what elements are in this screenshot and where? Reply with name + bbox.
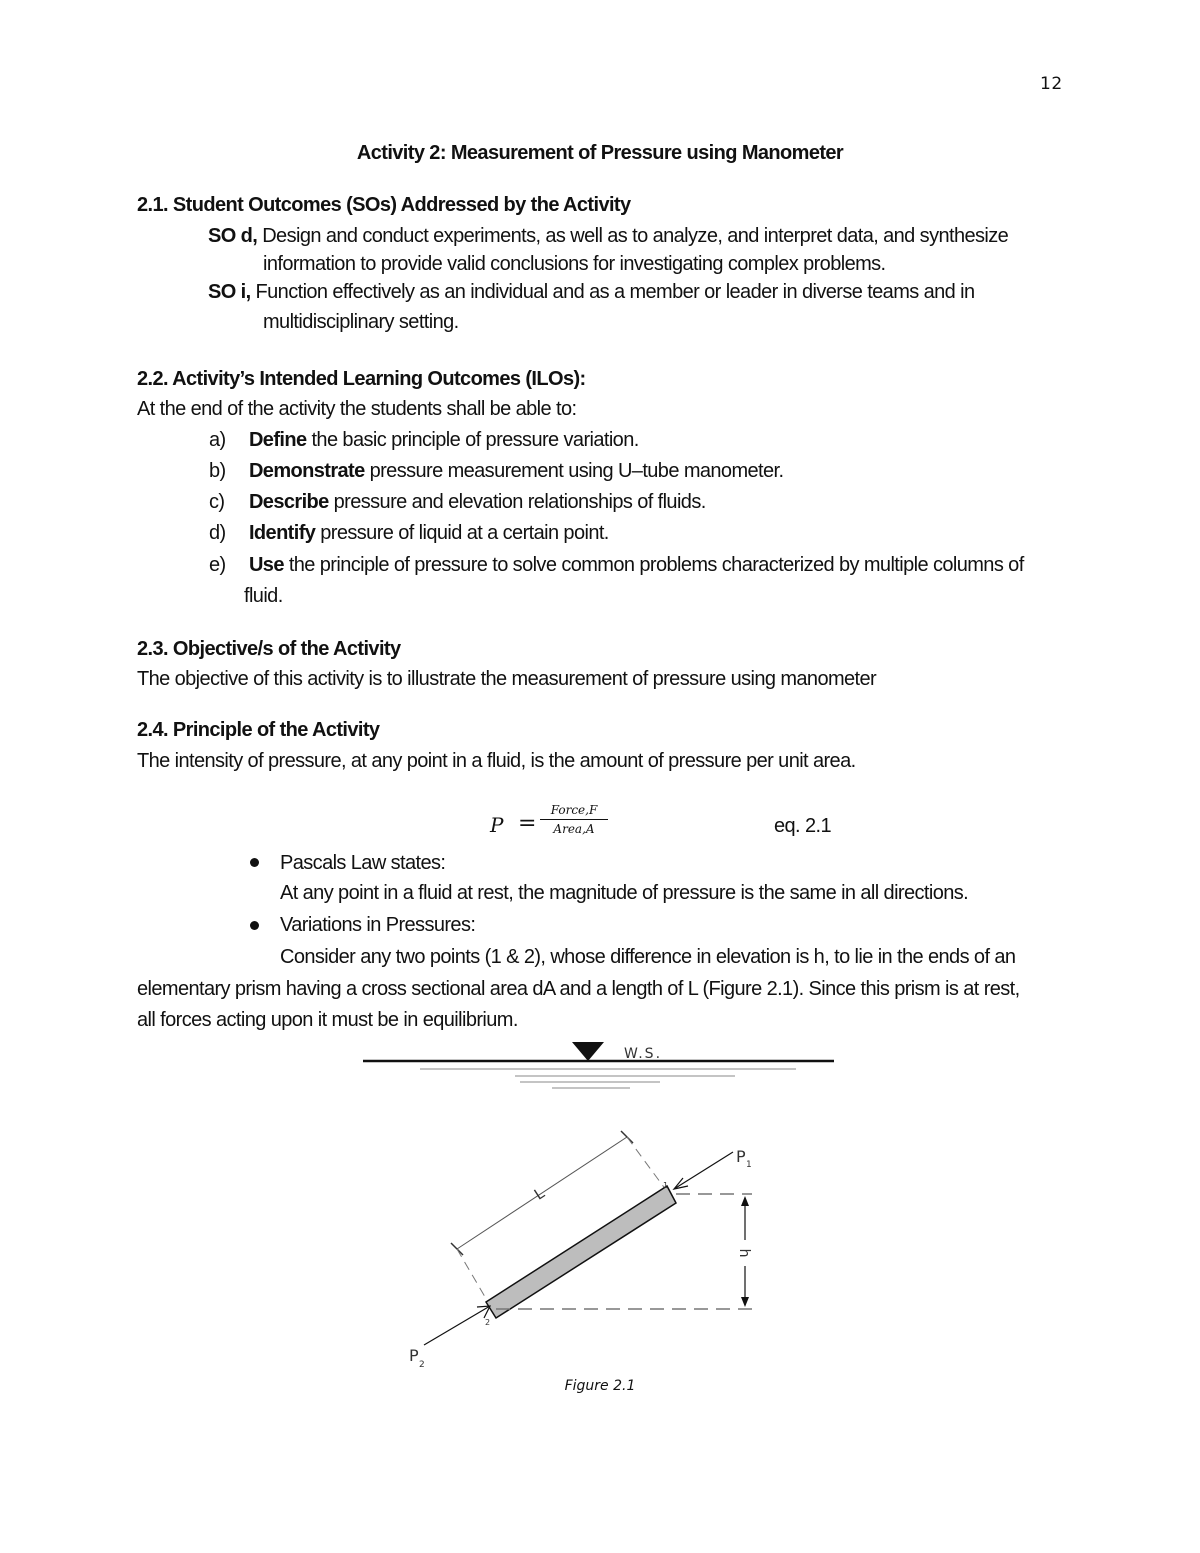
- paragraph-line-2: elementary prism having a cross sectional area dA and a length of L (Figure 2.1). Since this prism is at rest,: [137, 978, 1020, 1000]
- end-1-label: 1: [663, 1181, 669, 1190]
- p1-label: P: [736, 1147, 746, 1166]
- pascal-law-title: Pascals Law states:: [280, 852, 446, 874]
- arrow-up-icon: [741, 1196, 749, 1206]
- ilo-text: pressure and elevation relationships of fluids.: [333, 491, 706, 513]
- ilo-marker: a): [209, 429, 226, 451]
- arrowhead-icon: [674, 1178, 688, 1189]
- ilo-intro: At the end of the activity the students shall be able to:: [137, 398, 577, 420]
- equation-label: eq. 2.1: [774, 815, 831, 837]
- arrow-down-icon: [741, 1297, 749, 1307]
- so-d-line-2: information to provide valid conclusions for investigating complex problems.: [263, 253, 886, 275]
- length-label: L: [530, 1183, 548, 1204]
- document-title: Activity 2: Measurement of Pressure using Manometer: [356, 142, 844, 164]
- p1-subscript: 1: [746, 1160, 752, 1170]
- so-i-text: Function effectively as an individual and as a member or leader in diverse teams and in: [255, 281, 975, 303]
- paragraph-line-3: all forces acting upon it must be in equilibrium.: [137, 1009, 518, 1031]
- pressure-variation-title: Variations in Pressures:: [280, 914, 476, 936]
- section-2-2-heading: 2.2. Activity’s Intended Learning Outcomes (ILOs):: [137, 368, 586, 390]
- equation-equals: =: [518, 811, 537, 836]
- ilo-verb: Identify: [248, 522, 316, 544]
- figure-caption: Figure 2.1: [564, 1378, 636, 1394]
- ilo-marker: e): [209, 554, 226, 576]
- height-label: h: [736, 1248, 752, 1258]
- so-d-label: SO d,: [208, 225, 258, 247]
- pascal-law-text: At any point in a fluid at rest, the magnitude of pressure is the same in all directions.: [280, 882, 969, 904]
- p2-subscript: 2: [419, 1360, 425, 1370]
- section-2-3-heading: 2.3. Objective/s of the Activity: [137, 638, 401, 660]
- ilo-verb: Use: [248, 554, 284, 576]
- section-2-4-heading: 2.4. Principle of the Activity: [137, 719, 380, 741]
- so-d-text: Design and conduct experiments, as well as to analyze, and interpret data, and synthesize: [262, 225, 1009, 247]
- objective-text: The objective of this activity is to illustrate the measurement of pressure using manometer: [137, 668, 877, 690]
- water-surface-triangle-icon: [572, 1042, 604, 1061]
- extension-line: [457, 1249, 488, 1302]
- principle-text: The intensity of pressure, at any point in a fluid, is the amount of pressure per unit area.: [137, 750, 856, 772]
- equation-numerator: Force,F: [550, 803, 598, 817]
- ilo-item-e-continued: fluid.: [244, 585, 283, 607]
- ilo-marker: b): [209, 460, 226, 482]
- equation-denominator: Area,A: [553, 822, 595, 836]
- paragraph-line-1: Consider any two points (1 & 2), whose difference in elevation is h, to lie in the ends of an: [280, 946, 1016, 968]
- ilo-marker: c): [209, 491, 225, 513]
- pressure-p2-arrow: [424, 1306, 490, 1345]
- ws-label: W.S.: [624, 1046, 663, 1062]
- so-i-label: SO i,: [208, 281, 251, 303]
- ilo-verb: Define: [248, 429, 307, 451]
- ilo-text: pressure measurement using U–tube manometer.: [369, 460, 784, 482]
- pressure-p1-arrow: [674, 1152, 733, 1189]
- ilo-text: the principle of pressure to solve common problems characterized by multiple columns of: [288, 554, 1024, 576]
- p2-label: P: [409, 1346, 419, 1365]
- section-2-1-heading: 2.1. Student Outcomes (SOs) Addressed by the Activity: [137, 194, 631, 216]
- ilo-verb: Describe: [248, 491, 329, 513]
- page-number: 12: [1040, 74, 1063, 94]
- end-2-label: 2: [485, 1318, 491, 1327]
- so-i-line-2: multidisciplinary setting.: [263, 311, 459, 333]
- extension-line: [627, 1137, 669, 1190]
- elementary-prism: [486, 1183, 676, 1318]
- ilo-verb: Demonstrate: [248, 460, 365, 482]
- equation-lhs: P: [490, 813, 504, 837]
- ilo-text: pressure of liquid at a certain point.: [320, 522, 609, 544]
- ilo-text: the basic principle of pressure variation.: [311, 429, 639, 451]
- ilo-marker: d): [209, 522, 226, 544]
